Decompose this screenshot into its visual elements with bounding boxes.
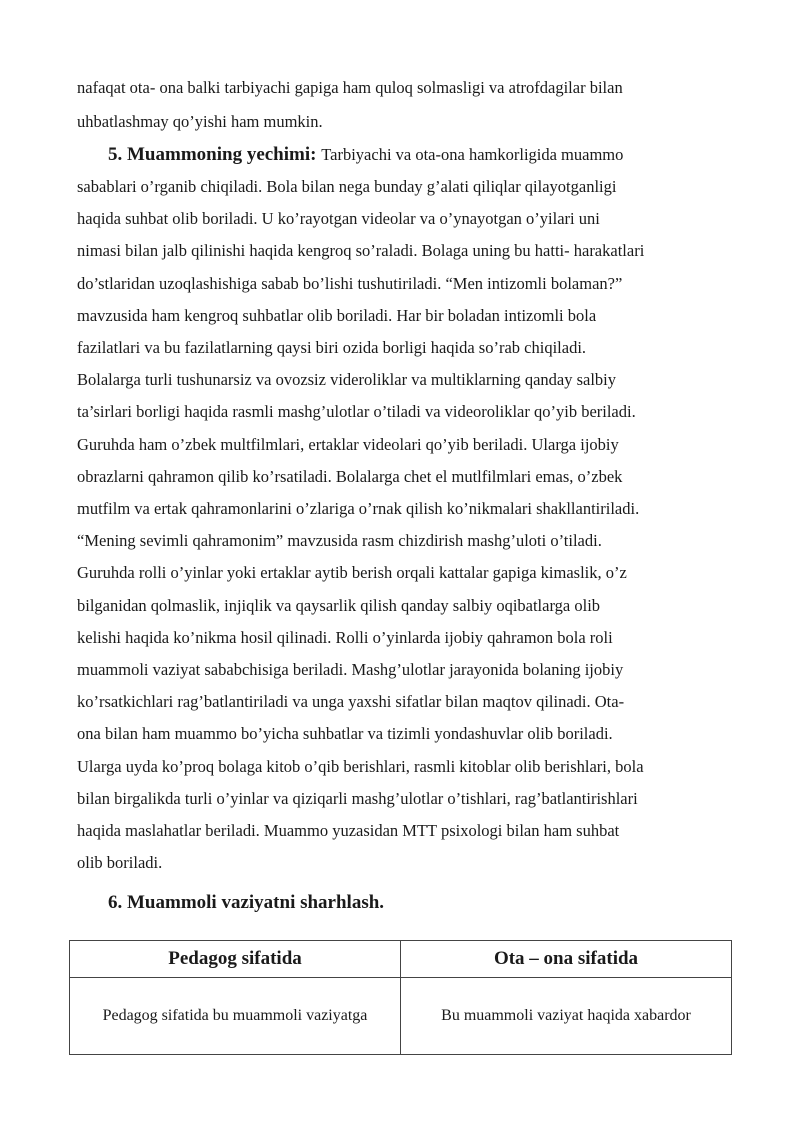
paragraph-line: Ularga uyda ko’proq bolaga kitob o’qib berishlari, rasmli kitoblar olib berishlari, bola <box>77 757 644 776</box>
section-5-heading-line <box>108 144 623 166</box>
table-header-pedagog: Pedagog sifatida <box>70 941 401 978</box>
paragraph-line: nimasi bilan jalb qilinishi haqida kengroq so’raladi. Bolaga uning bu hatti- harakatlari <box>77 241 645 260</box>
section-6-heading: 6. Muammoli vaziyatni sharhlash. <box>108 892 385 913</box>
paragraph-line: Tarbiyachi va ota-ona hamkorligida muammo <box>321 145 624 164</box>
table-header-row <box>70 941 732 978</box>
paragraph-line: nafaqat ota- ona balki tarbiyachi gapiga ham quloq solmasligi va atrofdagilar bilan <box>77 78 623 97</box>
paragraph-line: do’stlaridan uzoqlashishiga sabab bo’lishi tushutiriladi. “Men intizomli bolaman?” <box>77 274 623 293</box>
paragraph-line: sabablari o’rganib chiqiladi. Bola bilan nega bunday g’alati qiliqlar qilayotganligi <box>77 177 617 196</box>
paragraph-line: obrazlarni qahramon qilib ko’rsatiladi. Bolalarga chet el mutlfilmlari emas, o’zbek <box>77 467 623 486</box>
table-row <box>70 978 732 1055</box>
paragraph-line: ko’rsatkichlari rag’batlantiriladi va unga yaxshi sifatlar bilan maqtov qilinadi. Ota- <box>77 692 625 711</box>
paragraph-line: mutfilm va ertak qahramonlarini o’zlariga o’rnak qilish ko’nikmalari shakllantiriladi. <box>77 499 640 518</box>
paragraph-line: fazilatlari va bu fazilatlarning qaysi biri ozida borligi haqida so’rab chiqiladi. <box>77 338 587 357</box>
paragraph-line: haqida maslahatlar beriladi. Muammo yuzasidan MTT psixologi bilan ham suhbat <box>77 821 620 840</box>
paragraph-line: haqida suhbat olib boriladi. U ko’rayotgan videolar va o’ynayotgan o’yilari uni <box>77 209 600 228</box>
paragraph-line: mavzusida ham kengroq suhbatlar olib boriladi. Har bir boladan intizomli bola <box>77 306 597 325</box>
table-header-ota-ona: Ota – ona sifatida <box>401 941 732 978</box>
paragraph-line: ta’sirlari borligi haqida rasmli mashg’ulotlar o’tiladi va videoroliklar qo’yib beriladi. <box>77 402 636 421</box>
paragraph-line: kelishi haqida ko’nikma hosil qilinadi. Rolli o’yinlarda ijobiy qahramon bola roli <box>77 628 613 647</box>
paragraph-line: Guruhda ham o’zbek multfilmlari, ertaklar videolari qo’yib beriladi. Ularga ijobiy <box>77 435 619 454</box>
paragraph-line: Guruhda rolli o’yinlar yoki ertaklar aytib berish orqali kattalar gapiga kimaslik, o’z <box>77 563 627 582</box>
paragraph-line: olib boriladi. <box>77 853 163 872</box>
paragraph-line: uhbatlashmay qo’yishi ham mumkin. <box>77 112 323 131</box>
paragraph-line: bilan birgalikda turli o’yinlar va qiziqarli mashg’ulotlar o’tishlari, rag’batlantirishlari <box>77 789 638 808</box>
paragraph-line: “Mening sevimli qahramonim” mavzusida rasm chizdirish mashg’uloti o’tiladi. <box>77 531 602 550</box>
paragraph-line: muammoli vaziyat sababchisiga beriladi. Mashg’ulotlar jarayonida bolaning ijobiy <box>77 660 624 679</box>
comparison-table <box>69 940 732 1055</box>
table-cell: Bu muammoli vaziyat haqida xabardor <box>401 978 732 1055</box>
paragraph-line: bilganidan qolmaslik, injiqlik va qaysarlik qilish qanday salbiy oqibatlarga olib <box>77 596 601 615</box>
paragraph-line: ona bilan ham muammo bo’yicha suhbatlar va tizimli yondashuvlar olib boriladi. <box>77 724 613 743</box>
paragraph-line: Bolalarga turli tushunarsiz va ovozsiz videroliklar va multiklarning qanday salbiy <box>77 370 617 389</box>
section-5-heading: 5. Muammoning yechimi: <box>108 144 317 165</box>
table-cell: Pedagog sifatida bu muammoli vaziyatga <box>70 978 401 1055</box>
